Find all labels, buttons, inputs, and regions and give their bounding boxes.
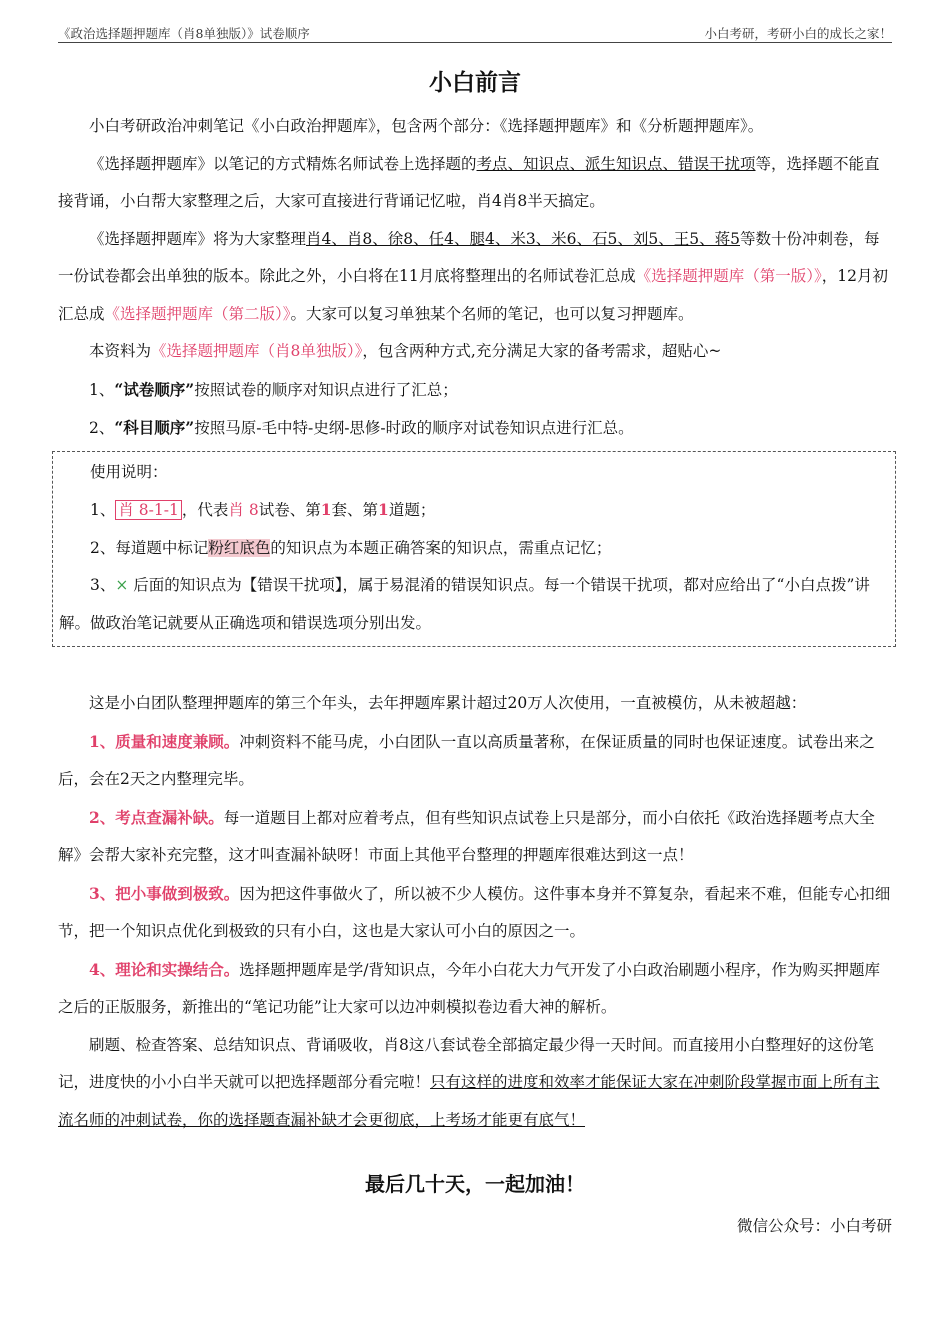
question-code-example: 肖 8-1-1 xyxy=(115,500,182,520)
paragraph-history: 这是小白团队整理押题库的第三个年头，去年押题库累计超过20万人次使用，一直被模仿，从未被超越： xyxy=(89,694,807,712)
pink-highlight-example: 粉红底色 xyxy=(208,538,271,557)
point-1: 1、质量和速度兼顾。冲刺资料不能马虎，小白团队一直以高质量著称，在保证质量的同时也保证速度。试卷出来之后，会在2天之内整理完毕。 xyxy=(58,731,875,788)
usage-instructions-box xyxy=(52,451,896,648)
page-header xyxy=(58,22,892,43)
header-document-title: 《政治选择题押题库（肖8单独版）》试卷顺序 xyxy=(58,26,310,41)
list-item-exam-order: 1、“试卷顺序”按照试卷的顺序对知识点进行了汇总； xyxy=(89,379,458,399)
paragraph-edition: 本资料为《选择题押题库（肖8单独版）》，包含两种方式,充分满足大家的备考需求，超贴心~ xyxy=(89,342,722,360)
cross-icon: × xyxy=(115,576,129,594)
page-title: 小白前言 xyxy=(429,70,521,96)
usage-line-2: 2、每道题中标记粉红底色的知识点为本题正确答案的知识点，需重点记忆； xyxy=(90,538,612,557)
document-body xyxy=(58,108,892,1139)
paragraph-intro: 小白考研政治冲刺笔记《小白政治押题库》，包含两个部分：《选择题押题库》和《分析题押题库》。 xyxy=(89,117,764,135)
list-item-subject-order: 2、“科目顺序”按照马原-毛中特-史纲-思修-时政的顺序对试卷知识点进行汇总。 xyxy=(89,418,634,437)
usage-line-1: 1、 肖 8-1-1 ，代表肖 8试卷、第1套、第1道题； xyxy=(90,500,436,519)
point-2: 2、考点查漏补缺。每一道题目上都对应着考点，但有些知识点试卷上只是部分，而小白依托《政治选择题考点大全解》会帮大家补充完整，这才叫查漏补缺呀！市面上其他平台整理的押题库很难达到这一点！ xyxy=(58,807,875,864)
point-3: 3、把小事做到极致。因为把这件事做火了，所以被不少人模仿。这件事本身并不算复杂，看起来不难，但能专心扣细节，把一个知识点优化到极致的只有小白，这也是大家认可小白的原因之一。 xyxy=(58,883,891,940)
paragraph-final: 刷题、检查答案、总结知识点、背诵吸收，肖8这八套试卷全部搞定最少得一天时间。而直接用小白整理好的这份笔记，进度快的小小白半天就可以把选择题部分看完啦！只有这样的进度和效率才能保证大家在冲刺阶段掌握市面上所有主流名师的冲刺试卷，你的选择题查漏补缺才会更彻底，上考场才能更有底气！ xyxy=(58,1035,880,1129)
point-4: 4、理论和实操结合。选择题押题库是学/背知识点，今年小白花大力气开发了小白政治刷题小程序，作为购买押题库之后的正版服务，新推出的“笔记功能”让大家可以边冲刺模拟卷边看大神的解析。 xyxy=(58,959,881,1016)
wechat-signature: 微信公众号：小白考研 xyxy=(736,1217,892,1235)
paragraph-teachers: 《选择题押题库》将为大家整理肖4、肖8、徐8、任4、腿4、米3、米6、石5、刘5、王5、蒋5等数十份冲刺卷，每一份试卷都会出单独的版本。除此之外，小白将在11月底将整理出的名师试卷汇总成《选择题押题库（第一版）》，12月初汇总成《选择题押题库（第二版）》。大家可以复习单独某个名师的笔记，也可以复习押题库。 xyxy=(58,229,888,323)
paragraph-choice-bank: 《选择题押题库》以笔记的方式精炼名师试卷上选择题的考点、知识点、派生知识点、错误干扰项等，选择题不能直接背诵，小白帮大家整理之后，大家可直接进行背诵记忆啦，肖4肖8半天搞定。 xyxy=(58,154,880,210)
usage-title: 使用说明： xyxy=(90,462,168,481)
usage-line-3: 3、× 后面的知识点为【错误干扰项】，属于易混淆的错误知识点。每一个错误干扰项，都对应给出了“小白点拨”讲解。做政治笔记就要从正确选项和错误选项分别出发。 xyxy=(59,576,870,632)
closing-slogan: 最后几十天，一起加油！ xyxy=(365,1172,585,1196)
header-slogan: 小白考研，考研小白的成长之家！ xyxy=(704,26,892,41)
